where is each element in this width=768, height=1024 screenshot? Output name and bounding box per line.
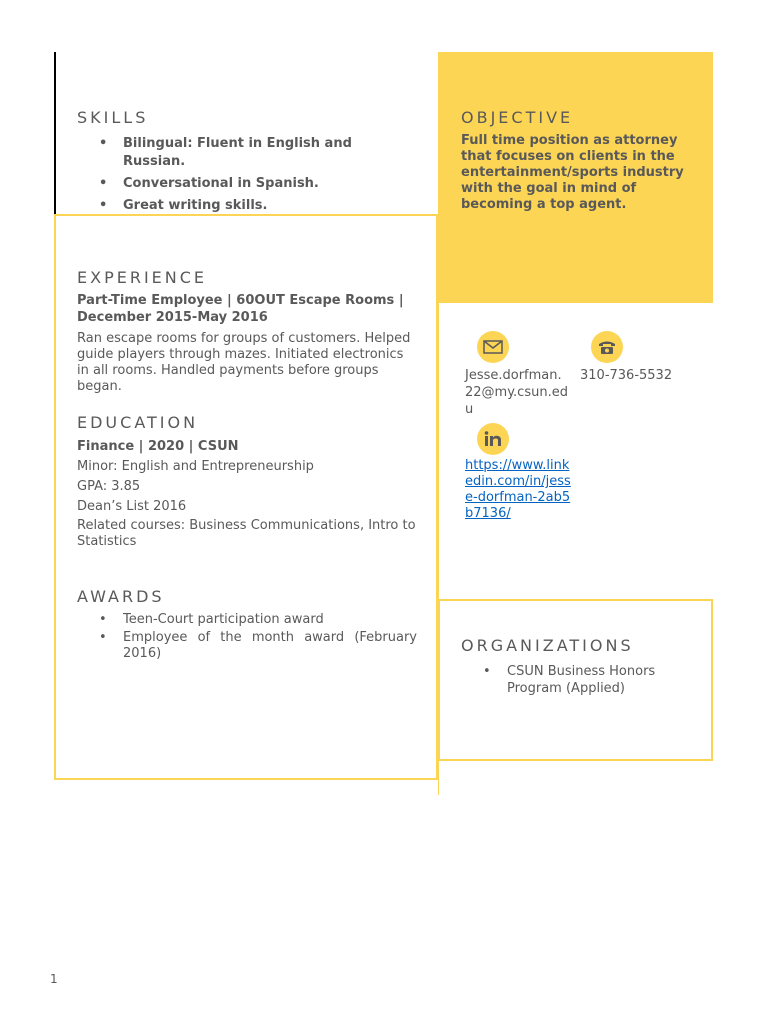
awards-section — [77, 587, 417, 662]
skills-section — [77, 108, 417, 213]
awards-heading: AWARDS — [77, 587, 165, 606]
award-item: • Teen-Court participation award — [99, 612, 417, 628]
skills-heading: SKILLS — [77, 108, 149, 127]
experience-description: Ran escape rooms for groups of customers. Helped guide players through mazes. Initiated electronics in all rooms. Handled payments before groups began. — [77, 331, 411, 394]
linkedin-link[interactable]: https://www.linkedin.com/in/jesse-dorfman-2ab5b7136/ — [465, 458, 571, 521]
page-number: 1 — [50, 972, 58, 986]
organizations-list — [483, 663, 691, 697]
objective-section — [461, 108, 691, 213]
education-deans-list: Dean’s List 2016 — [77, 499, 187, 514]
objective-text: Full time position as attorney that focuses on clients in the entertainment/sports industry with the goal in mind of becoming a top agent. — [461, 133, 684, 212]
skill-item: • Great writing skills. — [99, 197, 417, 215]
awards-list — [99, 612, 417, 662]
email-icon — [477, 331, 509, 363]
education-minor: Minor: English and Entrepreneurship — [77, 459, 314, 474]
education-heading: EDUCATION — [77, 413, 199, 432]
skill-item: • Bilingual: Fluent in English and Russian. — [99, 135, 417, 171]
skills-list — [99, 135, 417, 215]
organizations-heading: ORGANIZATIONS — [461, 636, 634, 655]
email-text: Jesse.dorfman.22@my.csun.edu — [465, 368, 568, 417]
experience-heading: EXPERIENCE — [77, 268, 208, 287]
organization-item: • CSUN Business Honors Program (Applied) — [483, 663, 691, 697]
objective-heading: OBJECTIVE — [461, 108, 574, 127]
phone-icon — [591, 331, 623, 363]
linkedin-icon — [477, 423, 509, 455]
experience-title: Part-Time Employee | 60OUT Escape Rooms | December 2015-May 2016 — [77, 293, 404, 325]
organizations-section — [461, 636, 691, 697]
phone-text: 310-736-5532 — [580, 368, 673, 383]
skill-item: • Conversational in Spanish. — [99, 175, 417, 193]
education-courses: Related courses: Business Communications, Intro to Statistics — [77, 518, 416, 549]
education-title: Finance | 2020 | CSUN — [77, 439, 239, 454]
education-gpa: GPA: 3.85 — [77, 479, 141, 494]
experience-section — [77, 268, 417, 395]
education-section — [77, 413, 417, 550]
skills-side-rule — [54, 52, 56, 215]
award-item: • Employee of the month award (February 2016) — [99, 630, 417, 662]
